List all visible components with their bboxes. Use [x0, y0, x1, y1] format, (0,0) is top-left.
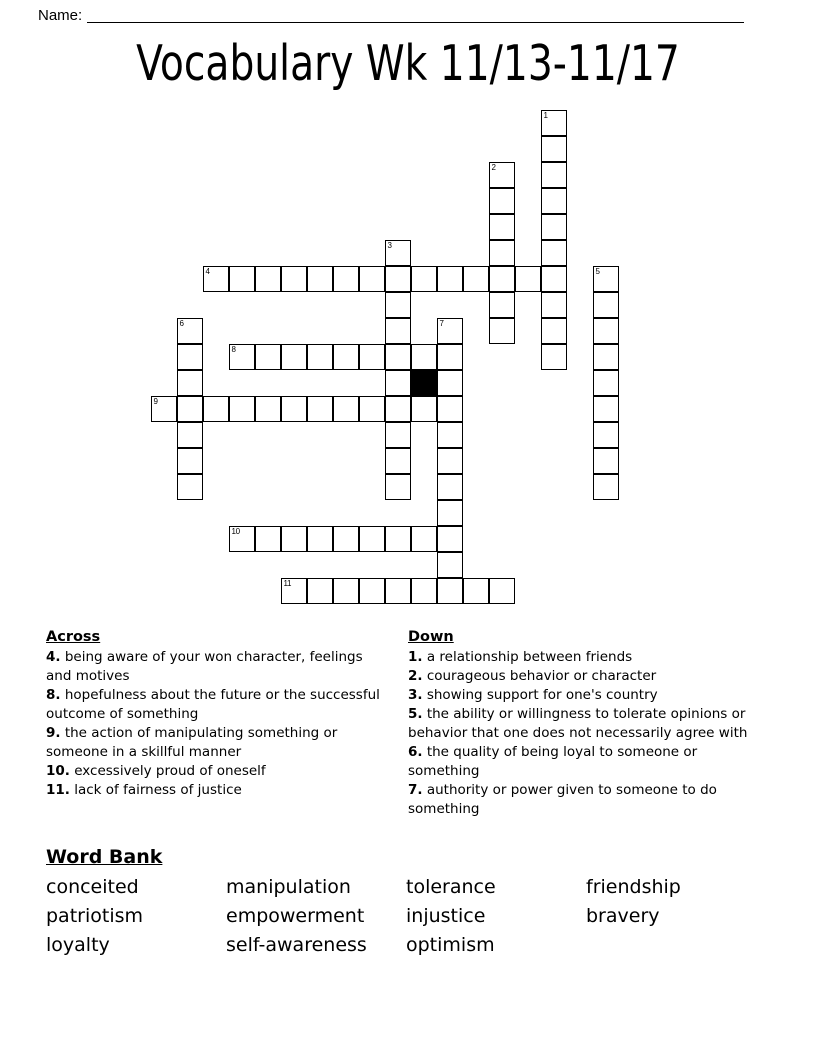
- across-clues-column: [46, 628, 408, 819]
- crossword-cell[interactable]: [385, 526, 411, 552]
- down-clue-number: 3.: [408, 687, 423, 703]
- crossword-cell[interactable]: [437, 474, 463, 500]
- word-bank-word[interactable]: optimism: [406, 934, 495, 956]
- crossword-cell[interactable]: [489, 578, 515, 604]
- crossword-cell[interactable]: [411, 578, 437, 604]
- crossword-cell[interactable]: [203, 266, 229, 292]
- crossword-block-cell: [411, 370, 437, 396]
- down-clues-column: [408, 628, 770, 819]
- crossword-cell-number: 1: [543, 111, 548, 120]
- crossword-cell[interactable]: [593, 370, 619, 396]
- crossword-cell[interactable]: [411, 526, 437, 552]
- name-write-in-line[interactable]: [87, 22, 744, 23]
- across-clue: [46, 724, 386, 762]
- crossword-cell[interactable]: [307, 578, 333, 604]
- crossword-cell[interactable]: [255, 396, 281, 422]
- crossword-cell[interactable]: [385, 292, 411, 318]
- crossword-cell[interactable]: [281, 396, 307, 422]
- crossword-cell[interactable]: [437, 266, 463, 292]
- crossword-cell[interactable]: [489, 266, 515, 292]
- crossword-cell[interactable]: [437, 552, 463, 578]
- crossword-cell[interactable]: [307, 396, 333, 422]
- crossword-cell[interactable]: [541, 162, 567, 188]
- word-bank-word[interactable]: empowerment: [226, 905, 365, 927]
- crossword-cell[interactable]: [359, 526, 385, 552]
- crossword-cell[interactable]: [229, 344, 255, 370]
- down-clue: [408, 648, 748, 667]
- crossword-cell[interactable]: [593, 266, 619, 292]
- word-bank-word[interactable]: conceited: [46, 876, 139, 898]
- crossword-cell[interactable]: [203, 396, 229, 422]
- crossword-cell[interactable]: [151, 396, 177, 422]
- crossword-cell[interactable]: [281, 266, 307, 292]
- crossword-cell[interactable]: [593, 422, 619, 448]
- crossword-cell[interactable]: [177, 396, 203, 422]
- word-bank-word[interactable]: friendship: [586, 876, 681, 898]
- crossword-cell[interactable]: [463, 578, 489, 604]
- crossword-cell[interactable]: [385, 578, 411, 604]
- crossword-cell[interactable]: [489, 292, 515, 318]
- crossword-cell[interactable]: [385, 474, 411, 500]
- down-clue-number: 7.: [408, 782, 423, 798]
- crossword-cell-number: 3: [387, 241, 392, 250]
- crossword-cell[interactable]: [177, 448, 203, 474]
- word-bank-word[interactable]: tolerance: [406, 876, 496, 898]
- down-clue: [408, 705, 748, 743]
- crossword-cell[interactable]: [463, 266, 489, 292]
- crossword-cell[interactable]: [307, 266, 333, 292]
- crossword-cell[interactable]: [385, 266, 411, 292]
- down-clue: [408, 667, 748, 686]
- across-clue-text: being aware of your won character, feelings and motives: [46, 649, 363, 684]
- crossword-cell[interactable]: [411, 344, 437, 370]
- crossword-cell[interactable]: [541, 188, 567, 214]
- crossword-cell-number: 4: [205, 267, 210, 276]
- crossword-cell-number: 7: [439, 319, 444, 328]
- across-clue-number: 8.: [46, 687, 61, 703]
- crossword-cell[interactable]: [541, 344, 567, 370]
- crossword-cell[interactable]: [177, 370, 203, 396]
- crossword-cell[interactable]: [255, 344, 281, 370]
- clues-section: [46, 628, 770, 819]
- crossword-cell[interactable]: [385, 240, 411, 266]
- crossword-cell[interactable]: [385, 448, 411, 474]
- crossword-cell[interactable]: [359, 344, 385, 370]
- crossword-cell[interactable]: [333, 344, 359, 370]
- down-clue-number: 6.: [408, 744, 423, 760]
- crossword-cell[interactable]: [437, 318, 463, 344]
- across-clue-list: [46, 648, 408, 800]
- crossword-cell[interactable]: [541, 136, 567, 162]
- word-bank-word[interactable]: self-awareness: [226, 934, 367, 956]
- crossword-cell[interactable]: [177, 474, 203, 500]
- crossword-cell[interactable]: [281, 526, 307, 552]
- crossword-cell[interactable]: [359, 578, 385, 604]
- down-clue-number: 2.: [408, 668, 423, 684]
- word-bank-word[interactable]: manipulation: [226, 876, 351, 898]
- crossword-cell[interactable]: [385, 422, 411, 448]
- crossword-cell[interactable]: [437, 396, 463, 422]
- crossword-cell[interactable]: [541, 292, 567, 318]
- down-clue-text: the quality of being loyal to someone or something: [408, 744, 698, 779]
- word-bank-word[interactable]: patriotism: [46, 905, 144, 927]
- crossword-cell[interactable]: [437, 344, 463, 370]
- crossword-cell-number: 9: [153, 397, 158, 406]
- crossword-cell-number: 10: [231, 527, 240, 536]
- crossword-cell[interactable]: [489, 188, 515, 214]
- crossword-cell-number: 2: [491, 163, 496, 172]
- crossword-cell[interactable]: [541, 214, 567, 240]
- crossword-cell[interactable]: [593, 396, 619, 422]
- word-bank-row: [46, 873, 766, 902]
- word-bank-list: [46, 873, 766, 960]
- page-title: Vocabulary Wk 11/13-11/17: [136, 35, 680, 92]
- crossword-cell[interactable]: [593, 474, 619, 500]
- across-clue-text: hopefulness about the future or the successful outcome of something: [46, 687, 380, 722]
- crossword-cell[interactable]: [437, 370, 463, 396]
- crossword-cell-number: 5: [595, 267, 600, 276]
- crossword-cell[interactable]: [489, 318, 515, 344]
- across-clue-text: excessively proud of oneself: [69, 763, 266, 779]
- crossword-cell[interactable]: [333, 578, 359, 604]
- crossword-cell[interactable]: [177, 344, 203, 370]
- crossword-cell[interactable]: [541, 266, 567, 292]
- down-clue: [408, 686, 748, 705]
- down-heading: Down: [408, 629, 454, 645]
- crossword-cell[interactable]: [385, 318, 411, 344]
- crossword-cell[interactable]: [229, 526, 255, 552]
- word-bank-word[interactable]: bravery: [586, 905, 660, 927]
- crossword-cell[interactable]: [437, 578, 463, 604]
- across-clue: [46, 686, 386, 724]
- crossword-cell[interactable]: [307, 344, 333, 370]
- down-clue-list: [408, 648, 770, 819]
- word-bank-heading: Word Bank: [46, 846, 163, 868]
- crossword-cell[interactable]: [593, 344, 619, 370]
- crossword-cell[interactable]: [541, 318, 567, 344]
- crossword-cell[interactable]: [437, 422, 463, 448]
- crossword-cell[interactable]: [541, 240, 567, 266]
- crossword-grid: [151, 110, 671, 630]
- crossword-cell[interactable]: [437, 448, 463, 474]
- crossword-cell[interactable]: [359, 266, 385, 292]
- crossword-cell-number: 11: [283, 579, 292, 588]
- across-clue-text: lack of fairness of justice: [69, 782, 242, 798]
- across-heading: Across: [46, 629, 101, 645]
- crossword-cell[interactable]: [593, 292, 619, 318]
- word-bank-row: [46, 902, 766, 931]
- down-clue-text: a relationship between friends: [422, 649, 633, 665]
- crossword-cell[interactable]: [177, 318, 203, 344]
- down-clue: [408, 743, 748, 781]
- across-clue-number: 9.: [46, 725, 61, 741]
- down-clue: [408, 781, 748, 819]
- across-clue-number: 11.: [46, 782, 70, 798]
- crossword-cell[interactable]: [333, 396, 359, 422]
- crossword-cell[interactable]: [281, 578, 307, 604]
- down-clue-text: authority or power given to someone to do something: [408, 782, 717, 817]
- down-clue-text: courageous behavior or character: [422, 668, 657, 684]
- crossword-cell[interactable]: [541, 110, 567, 136]
- name-label: Name:: [38, 7, 83, 24]
- crossword-cell[interactable]: [255, 526, 281, 552]
- crossword-cell-number: 8: [231, 345, 236, 354]
- name-field-row: [38, 0, 744, 26]
- crossword-cell[interactable]: [593, 448, 619, 474]
- down-clue-number: 1.: [408, 649, 423, 665]
- down-clue-text: showing support for one's country: [422, 687, 658, 703]
- across-clue: [46, 762, 386, 781]
- crossword-cell[interactable]: [229, 396, 255, 422]
- crossword-cell[interactable]: [385, 344, 411, 370]
- crossword-cell[interactable]: [489, 240, 515, 266]
- crossword-cell[interactable]: [281, 344, 307, 370]
- across-clue-number: 10.: [46, 763, 70, 779]
- crossword-cell[interactable]: [489, 162, 515, 188]
- crossword-cell[interactable]: [359, 396, 385, 422]
- down-clue-text: the ability or willingness to tolerate opinions or behavior that one does not necessarily agree with: [408, 706, 748, 741]
- word-bank-word[interactable]: injustice: [406, 905, 486, 927]
- crossword-cell[interactable]: [385, 370, 411, 396]
- word-bank-row: [46, 931, 766, 960]
- across-clue: [46, 781, 386, 800]
- crossword-cell[interactable]: [333, 526, 359, 552]
- across-clue-text: the action of manipulating something or someone in a skillful manner: [46, 725, 338, 760]
- crossword-cell[interactable]: [593, 318, 619, 344]
- word-bank-word[interactable]: loyalty: [46, 934, 110, 956]
- crossword-cell[interactable]: [437, 500, 463, 526]
- crossword-cell[interactable]: [385, 396, 411, 422]
- crossword-cell[interactable]: [229, 266, 255, 292]
- crossword-cell[interactable]: [411, 396, 437, 422]
- crossword-cell-number: 6: [179, 319, 184, 328]
- crossword-cell[interactable]: [307, 526, 333, 552]
- crossword-cell[interactable]: [333, 266, 359, 292]
- crossword-cell[interactable]: [515, 266, 541, 292]
- crossword-cell[interactable]: [489, 214, 515, 240]
- crossword-cell[interactable]: [177, 422, 203, 448]
- crossword-cell[interactable]: [411, 266, 437, 292]
- across-clue-number: 4.: [46, 649, 61, 665]
- crossword-cell[interactable]: [437, 526, 463, 552]
- crossword-cell[interactable]: [255, 266, 281, 292]
- down-clue-number: 5.: [408, 706, 423, 722]
- across-clue: [46, 648, 386, 686]
